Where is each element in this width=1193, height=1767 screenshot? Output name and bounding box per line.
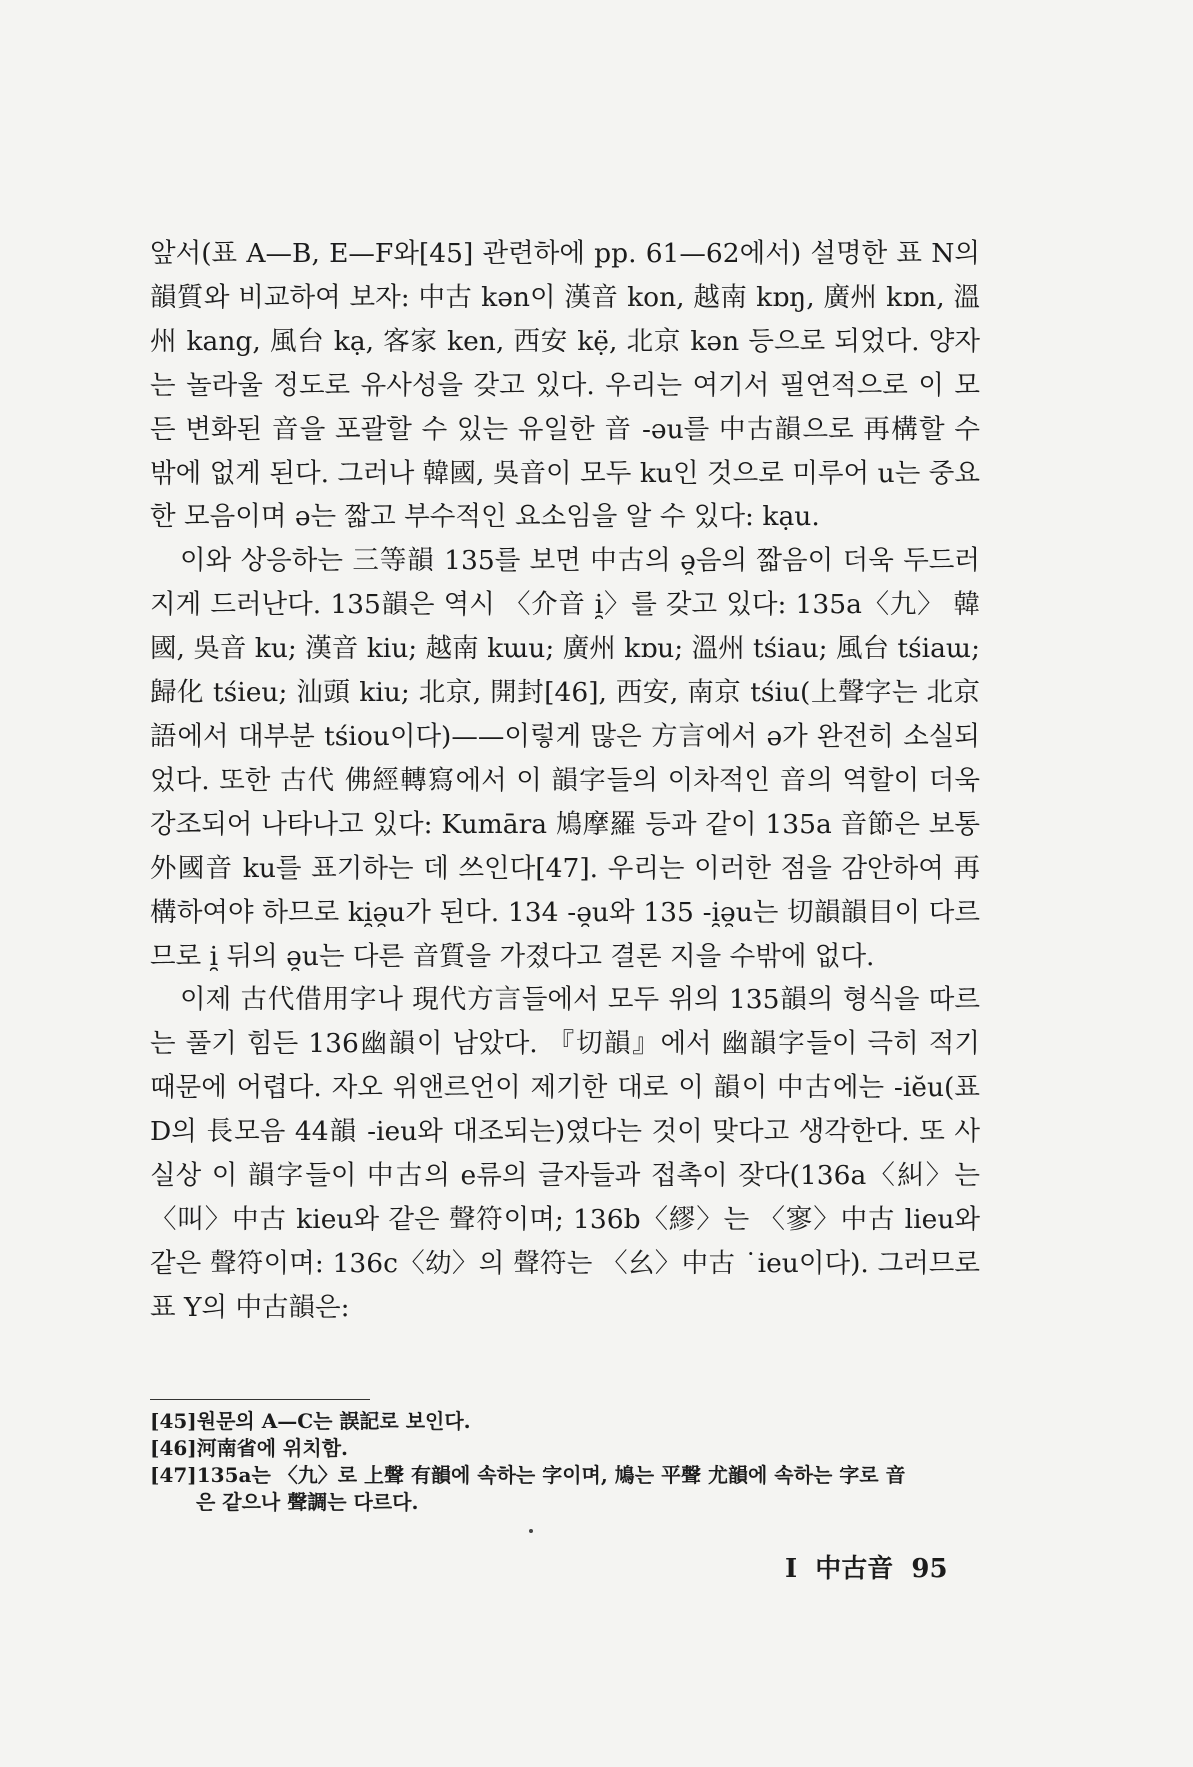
chapter-number: I xyxy=(785,1554,798,1584)
footnote-number: [45] xyxy=(150,1409,197,1433)
footnote-text: 원문의 A—C는 誤記로 보인다. xyxy=(196,1409,471,1433)
footnote-text: 河南省에 위치함. xyxy=(196,1436,348,1460)
stray-dot xyxy=(529,1529,533,1533)
footnote-text: 135a는 〈九〉로 上聲 有韻에 속하는 字이며, 鳩는 平聲 尤韻에 속하는 字로 音 xyxy=(196,1463,906,1487)
page-footer xyxy=(785,1548,948,1585)
footnotes xyxy=(150,1408,990,1516)
footnote-number: [47] xyxy=(150,1463,197,1487)
footnote-divider xyxy=(150,1399,370,1400)
main-text xyxy=(150,232,980,1330)
footnote-text-continued: 은 같으나 聲調는 다르다. xyxy=(196,1490,419,1514)
footnote-number: [46] xyxy=(150,1436,197,1460)
paragraph-1: 앞서(표 A—B, E—F와[45] 관련하에 pp. 61—62에서) 설명한 표 N의 韻質와 비교하여 보자: 中古 kən이 漢音 kon, 越南 kɒŋ, 廣州 kɒn, 溫州 kang, 風台 kạ, 客家 ken, 西安 kẹ̈, 北京 kən 등으로 되었다. 양자는 놀라울 정도로 유사성을 갖고 있다. 우리는 여기서 필연적으로 이 모든 변화된 音을 포괄할 수 있는 유일한 音 -əu를 中古韻으로 再構할 수밖에 없게 된다. 그러나 韓國, 吳音이 모두 ku인 것으로 미루어 u는 중요한 모음이며 ə는 짧고 부수적인 요소임을 알 수 있다: kạu. xyxy=(150,238,980,533)
paragraph-3: 이제 古代借用字나 現代方言들에서 모두 위의 135韻의 형식을 따르는 풀기 힘든 136幽韻이 남았다. 『切韻』에서 幽韻字들이 극히 적기 때문에 어렵다. 자오 위앤르언이 제기한 대로 이 韻이 中古에는 -iĕu(표 D의 長모음 44韻 -ieu와 대조되는)였다는 것이 맞다고 생각한다. 또 사실상 이 韻字들이 中古의 e류의 글자들과 접촉이 잦다(136a〈糾〉는 〈叫〉中古 kieu와 같은 聲符이며; 136b〈繆〉는 〈寥〉中古 lieu와 같은 聲符이며: 136c〈幼〉의 聲符는 〈幺〉中古 ˙ieu이다). 그러므로 표 Y의 中古韻은: xyxy=(150,984,980,1323)
footnote-46 xyxy=(150,1435,990,1462)
footnote-45 xyxy=(150,1408,990,1435)
footnote-47 xyxy=(150,1462,990,1516)
running-section-title: 中古音 xyxy=(815,1554,894,1584)
paragraph-2: 이와 상응하는 三等韻 135를 보면 中古의 ə̯음의 짧음이 더욱 두드러지게 드러난다. 135韻은 역시 〈介音 i̯〉를 갖고 있다: 135a〈九〉 韓國, 吳音 ku; 漢音 kiu; 越南 kɯu; 廣州 kɒu; 溫州 tśiau; 風台 tśiaɯ; 歸化 tśieu; 汕頭 kiu; 北京, 開封[46], 西安, 南京 tśiu(上聲字는 北京語에서 대부분 tśiou이다)——이렇게 많은 方言에서 ə가 완전히 소실되었다. 또한 古代 佛經轉寫에서 이 韻字들의 이차적인 音의 역할이 더욱 강조되어 나타나고 있다: Kumāra 鳩摩羅 등과 같이 135a 音節은 보통 外國音 ku를 표기하는 데 쓰인다[47]. 우리는 이러한 점을 감안하여 再構하여야 하므로 ki̯ə̯u가 된다. 134 -ə̯u와 135 -i̯ə̯u는 切韻韻目이 다르므로 i̯ 뒤의 ə̯u는 다른 音質을 가졌다고 결론 지을 수밖에 없다. xyxy=(150,545,980,972)
page-number: 95 xyxy=(911,1554,948,1584)
